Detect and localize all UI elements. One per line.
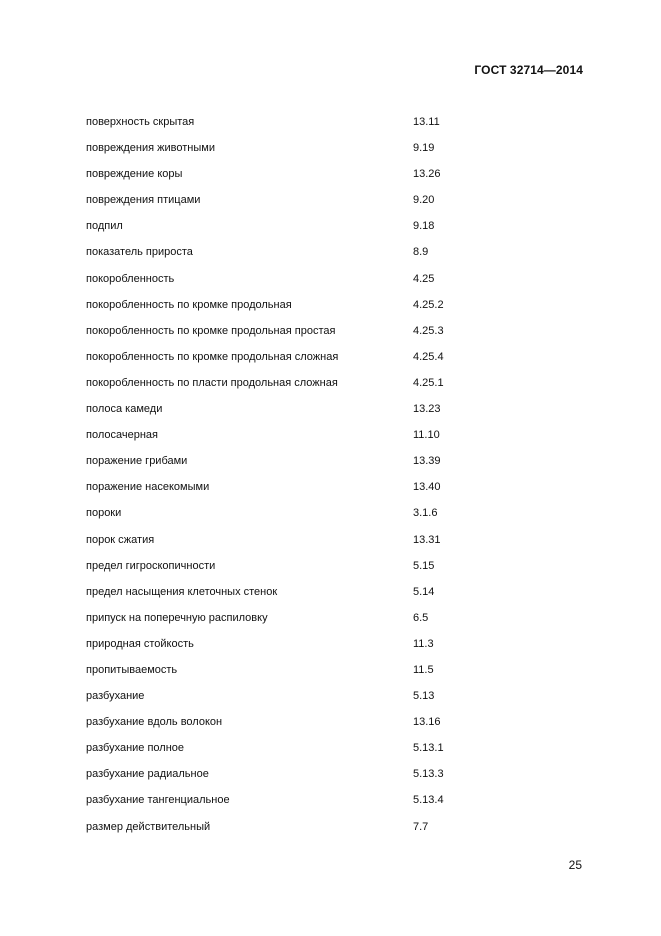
index-reference: 13.16 [413,716,441,729]
index-term: разбухание тангенциальное [86,794,230,807]
index-term: разбухание вдоль волокон [86,716,223,729]
index-term: пороки [86,507,122,520]
index-reference: 13.23 [413,403,441,416]
index-term: разбухание полное [86,742,185,755]
index-reference: 13.11 [413,116,440,128]
index-entry [86,192,486,218]
index-entry [86,584,486,610]
index-term: покоробленность по кромке продольная сложная [86,350,339,363]
index-term: покоробленность по кромке продольная [86,298,292,311]
index-term: показатель прироста [86,246,193,259]
index-term: покоробленность по кромке продольная простая [86,324,336,337]
index-entry [86,766,486,792]
index-entry [86,479,486,505]
index-term: покоробленность по пласти продольная сложная [86,376,338,389]
index-term: повреждение коры [86,168,183,181]
index-reference: 3.1.6 [413,507,438,520]
index-entry [86,505,486,531]
index-reference: 5.13.4 [413,794,444,807]
index-reference: 9.19 [413,142,435,155]
index-entry [86,297,486,323]
index-reference: 6.5 [413,611,429,624]
index-term: покоробленность [86,272,175,285]
index-term: подпил [86,220,123,233]
index-entry [86,558,486,584]
index-reference: 4.25 [413,272,435,285]
index-reference: 4.25.1 [413,376,444,389]
index-entry [86,218,486,244]
index-entry [86,244,486,270]
index-term: предел гигроскопичности [86,559,216,572]
index-entry [86,662,486,688]
index-entry [86,792,486,818]
index-term: природная стойкость [86,637,194,650]
index-reference: 13.31 [413,533,441,546]
index-reference: 13.40 [413,481,441,494]
index-entry [86,740,486,766]
index-reference: 13.26 [413,168,441,181]
index-entry [86,271,486,297]
index-entry [86,636,486,662]
index-reference: 11.5 [413,663,434,676]
index-entry [86,114,486,140]
index-entry [86,714,486,740]
standard-code-header: ГОСТ 32714—2014 [474,63,583,77]
index-term: размер действительный [86,820,211,833]
index-term: полоса камеди [86,403,163,416]
index-reference: 4.25.4 [413,350,444,363]
index-term: пропитываемость [86,663,178,676]
index-reference: 5.13.1 [413,742,444,755]
index-entry [86,453,486,479]
index-reference: 5.13 [413,690,435,703]
index-entry [86,401,486,427]
index-reference: 4.25.2 [413,298,444,311]
index-reference: 9.20 [413,194,435,207]
index-term: разбухание радиальное [86,768,209,781]
index-reference: 5.13.3 [413,768,444,781]
index-reference: 11.10 [413,429,440,442]
index-reference: 8.9 [413,246,429,259]
page-number: 25 [568,858,582,872]
index-entry [86,166,486,192]
index-entry [86,427,486,453]
index-entry [86,375,486,401]
index-term: предел насыщения клеточных стенок [86,585,278,598]
index-term: припуск на поперечную распиловку [86,611,268,624]
index-reference: 9.18 [413,220,435,233]
index-reference: 5.15 [413,559,435,572]
index-entry [86,532,486,558]
term-index-list [86,114,486,845]
index-reference: 11.3 [413,637,434,650]
index-reference: 13.39 [413,455,441,468]
index-entry [86,323,486,349]
index-reference: 5.14 [413,585,435,598]
index-entry [86,140,486,166]
index-term: поражение насекомыми [86,481,210,494]
index-reference: 4.25.3 [413,324,444,337]
index-term: повреждения животными [86,142,215,155]
index-entry [86,349,486,375]
index-term: разбухание [86,690,145,703]
index-term: повреждения птицами [86,194,201,207]
index-entry [86,688,486,714]
index-term: полосачерная [86,429,158,442]
index-term: поверхность скрытая [86,116,195,128]
index-term: поражение грибами [86,455,188,468]
index-entry [86,610,486,636]
index-entry [86,819,486,845]
index-reference: 7.7 [413,820,429,833]
index-term: порок сжатия [86,533,155,546]
